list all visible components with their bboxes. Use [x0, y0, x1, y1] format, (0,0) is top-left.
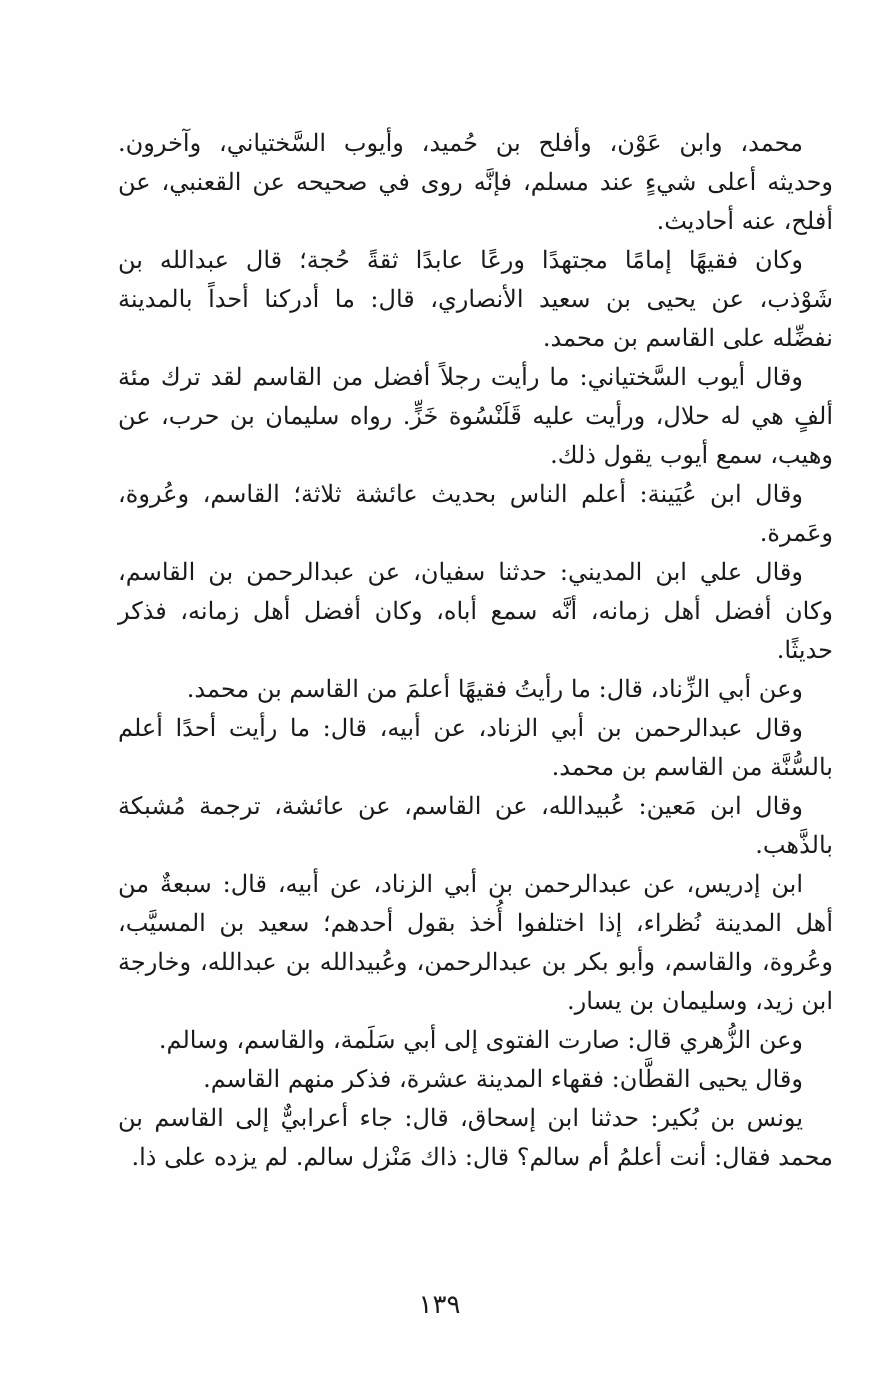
- text-line: أفلح، عنه أحاديث.: [656, 207, 833, 235]
- paragraph: [118, 865, 833, 1021]
- text-line: ابن زيد، وسليمان بن يسار.: [566, 987, 833, 1015]
- paragraph: [118, 124, 833, 241]
- text-line: وقال يحيى القطَّان: فقهاء المدينة عشرة، فذكر منهم القاسم.: [203, 1065, 803, 1093]
- paragraph: [118, 475, 833, 553]
- text-line: وحديثه أعلى شيءٍ عند مسلم، فإنَّه روى في صحيحه عن القعنبي، عن: [118, 168, 834, 196]
- paragraph: [118, 241, 833, 358]
- text-line: ابن إدريس، عن عبدالرحمن بن أبي الزناد، عن أبيه، قال: سبعةٌ من: [118, 870, 803, 898]
- text-line: نفضِّله على القاسم بن محمد.: [542, 324, 833, 352]
- paragraph: [118, 1021, 833, 1060]
- text-line: وعن أبي الزِّناد، قال: ما رأيتُ فقيهًا أعلمَ من القاسم بن محمد.: [186, 675, 803, 703]
- text-line: وهيب، سمع أيوب يقول ذلك.: [550, 441, 833, 469]
- text-line: وكان أفضل أهل زمانه، أنَّه سمع أباه، وكان أفضل أهل زمانه، فذكر: [118, 597, 833, 625]
- paragraph: [118, 1060, 833, 1099]
- text-line: وعُروة، والقاسم، وأبو بكر بن عبدالرحمن، وعُبيدالله بن عبدالله، وخارجة: [118, 948, 833, 976]
- paragraph: [118, 670, 833, 709]
- text-line: وعَمرة.: [759, 519, 833, 547]
- text-line: أهل المدينة نُظراء، إذا اختلفوا أُخذ بقول أحدهم؛ سعيد بن المسيَّب،: [118, 909, 833, 937]
- page-number: ١٣٩: [418, 1290, 461, 1320]
- text-line: وقال عبدالرحمن بن أبي الزناد، عن أبيه، قال: ما رأيت أحدًا أعلم: [118, 714, 803, 742]
- paragraph: [118, 709, 833, 787]
- body-text: [118, 124, 833, 1177]
- text-line: حديثًا.: [776, 636, 833, 664]
- paragraph: [118, 1099, 833, 1177]
- text-line: وقال ابن عُيَينة: أعلم الناس بحديث عائشة ثلاثة؛ القاسم، وعُروة،: [118, 480, 803, 508]
- text-line: شَوْذب، عن يحيى بن سعيد الأنصاري، قال: ما أدركنا أحداً بالمدينة: [118, 285, 833, 313]
- text-line: محمد، وابن عَوْن، وأفلح بن حُميد، وأيوب السَّختياني، وآخرون.: [118, 129, 803, 157]
- text-line: بالذَّهب.: [755, 831, 833, 859]
- text-line: يونس بن بُكير: حدثنا ابن إسحاق، قال: جاء أعرابيٌّ إلى القاسم بن: [118, 1104, 803, 1132]
- text-line: بالسُّنَّة من القاسم بن محمد.: [551, 753, 833, 781]
- text-line: وقال علي ابن المديني: حدثنا سفيان، عن عبدالرحمن بن القاسم،: [118, 558, 803, 586]
- text-line: وقال أيوب السَّختياني: ما رأيت رجلاً أفضل من القاسم لقد ترك مئة: [118, 363, 803, 391]
- paragraph: [118, 358, 833, 475]
- paragraph: [118, 787, 833, 865]
- paragraph: [118, 553, 833, 670]
- text-line: وعن الزُّهري قال: صارت الفتوى إلى أبي سَلَمة، والقاسم، وسالم.: [158, 1026, 803, 1054]
- text-line: وقال ابن مَعين: عُبيدالله، عن القاسم، عن عائشة، ترجمة مُشبكة: [118, 792, 803, 820]
- text-line: محمد فقال: أنت أعلمُ أم سالم؟ قال: ذاك مَنْزل سالم. لم يزده على ذا.: [131, 1143, 833, 1171]
- text-line: ألفٍ هي له حلال، ورأيت عليه قَلَنْسُوة خَزٍّ. رواه سليمان بن حرب، عن: [118, 402, 833, 430]
- text-line: وكان فقيهًا إمامًا مجتهدًا ورعًا عابدًا ثقةً حُجة؛ قال عبدالله بن: [118, 246, 803, 274]
